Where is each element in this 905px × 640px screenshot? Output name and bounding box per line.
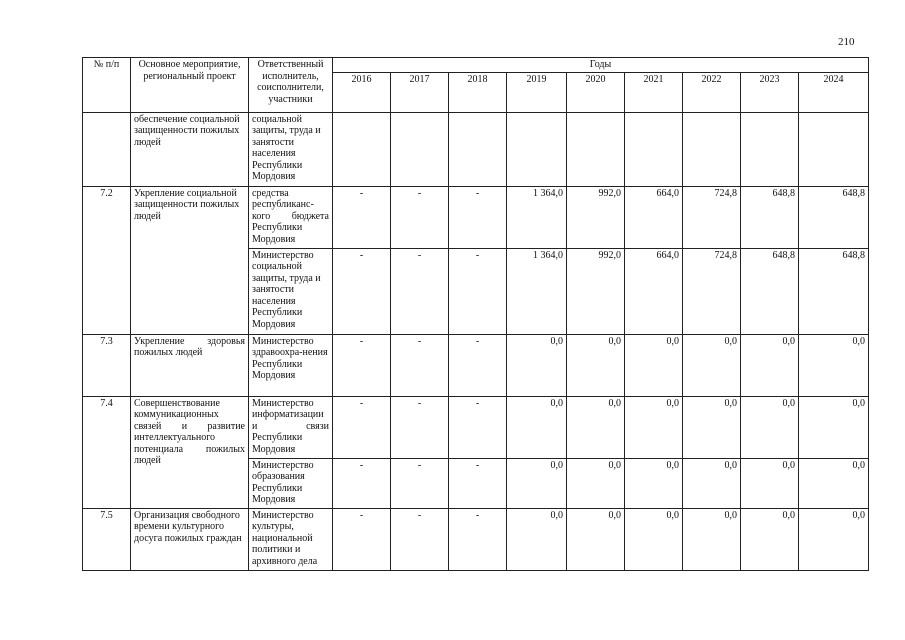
value-cell: - bbox=[449, 248, 507, 334]
value-cell: 992,0 bbox=[567, 186, 625, 248]
table-row bbox=[83, 186, 869, 248]
value-cell: 0,0 bbox=[683, 396, 741, 458]
value-cell: 0,0 bbox=[507, 508, 567, 570]
value-cell: 0,0 bbox=[507, 396, 567, 458]
row-activity: Совершенствование коммуникационных связей и развитие интеллектуального потенциала пожилых людей bbox=[131, 396, 249, 508]
value-cell: 992,0 bbox=[567, 248, 625, 334]
header-years-label: Годы bbox=[333, 58, 869, 73]
value-cell: 0,0 bbox=[683, 458, 741, 508]
value-cell bbox=[567, 112, 625, 186]
value-cell: 0,0 bbox=[507, 334, 567, 396]
value-cell: 0,0 bbox=[567, 334, 625, 396]
value-cell: - bbox=[333, 248, 391, 334]
value-cell: 0,0 bbox=[567, 396, 625, 458]
value-cell: - bbox=[391, 334, 449, 396]
year-cell: 2022 bbox=[683, 72, 741, 112]
value-cell: 0,0 bbox=[741, 508, 799, 570]
value-cell: 0,0 bbox=[625, 458, 683, 508]
value-cell: 648,8 bbox=[799, 186, 869, 248]
value-cell: 1 364,0 bbox=[507, 186, 567, 248]
value-cell bbox=[683, 112, 741, 186]
value-cell: - bbox=[391, 396, 449, 458]
value-cell: 0,0 bbox=[567, 508, 625, 570]
value-cell: - bbox=[449, 334, 507, 396]
row-num: 7.2 bbox=[83, 186, 131, 334]
row-executor: средства республиканс-кого бюджета Республики Мордовия bbox=[249, 186, 333, 248]
table-row bbox=[83, 396, 869, 458]
row-activity: Укрепление здоровья пожилых людей bbox=[131, 334, 249, 396]
value-cell: - bbox=[391, 458, 449, 508]
value-cell: 0,0 bbox=[799, 396, 869, 458]
table-row bbox=[83, 112, 869, 186]
value-cell: - bbox=[333, 458, 391, 508]
value-cell: 0,0 bbox=[799, 334, 869, 396]
table-row bbox=[83, 508, 869, 570]
row-executor: Министерство здравоохра-нения Республики Мордовия bbox=[249, 334, 333, 396]
header-activity: Основное мероприятие, региональный проект bbox=[131, 58, 249, 113]
value-cell bbox=[333, 112, 391, 186]
value-cell: 0,0 bbox=[741, 396, 799, 458]
row-num bbox=[83, 112, 131, 186]
value-cell: - bbox=[449, 508, 507, 570]
value-cell: 664,0 bbox=[625, 186, 683, 248]
program-table bbox=[82, 57, 869, 571]
value-cell: 0,0 bbox=[625, 334, 683, 396]
value-cell: 0,0 bbox=[567, 458, 625, 508]
value-cell: 648,8 bbox=[799, 248, 869, 334]
row-num: 7.3 bbox=[83, 334, 131, 396]
value-cell: - bbox=[449, 186, 507, 248]
value-cell: 0,0 bbox=[625, 396, 683, 458]
value-cell bbox=[507, 112, 567, 186]
row-executor: Министерство образования Республики Мордовия bbox=[249, 458, 333, 508]
row-executor: Министерство информатизации и связи Республики Мордовия bbox=[249, 396, 333, 458]
year-cell: 2024 bbox=[799, 72, 869, 112]
value-cell: 0,0 bbox=[625, 508, 683, 570]
value-cell: - bbox=[333, 396, 391, 458]
row-num: 7.4 bbox=[83, 396, 131, 508]
value-cell: 0,0 bbox=[683, 334, 741, 396]
year-cell: 2019 bbox=[507, 72, 567, 112]
header-num: № п/п bbox=[83, 58, 131, 113]
year-cell: 2017 bbox=[391, 72, 449, 112]
value-cell: 664,0 bbox=[625, 248, 683, 334]
value-cell: - bbox=[391, 508, 449, 570]
value-cell: - bbox=[449, 458, 507, 508]
year-cell: 2021 bbox=[625, 72, 683, 112]
row-activity: обеспечение социальной защищенности пожилых людей bbox=[131, 112, 249, 186]
row-activity: Организация свободного времени культурного досуга пожилых граждан bbox=[131, 508, 249, 570]
value-cell: 0,0 bbox=[741, 334, 799, 396]
year-cell: 2020 bbox=[567, 72, 625, 112]
year-cell: 2023 bbox=[741, 72, 799, 112]
value-cell: 0,0 bbox=[799, 458, 869, 508]
value-cell: 724,8 bbox=[683, 248, 741, 334]
row-activity: Укрепление социальной защищенности пожилых людей bbox=[131, 186, 249, 334]
value-cell: 724,8 bbox=[683, 186, 741, 248]
page-number: 210 bbox=[838, 36, 855, 48]
value-cell bbox=[391, 112, 449, 186]
year-cell: 2018 bbox=[449, 72, 507, 112]
value-cell bbox=[449, 112, 507, 186]
header-row bbox=[83, 58, 869, 73]
value-cell bbox=[799, 112, 869, 186]
header-executor: Ответственный исполнитель, соисполнители, участники bbox=[249, 58, 333, 113]
value-cell: 648,8 bbox=[741, 248, 799, 334]
value-cell: 648,8 bbox=[741, 186, 799, 248]
value-cell: 0,0 bbox=[683, 508, 741, 570]
value-cell: 0,0 bbox=[799, 508, 869, 570]
value-cell: - bbox=[333, 186, 391, 248]
value-cell: 0,0 bbox=[741, 458, 799, 508]
table-row bbox=[83, 334, 869, 396]
value-cell: - bbox=[449, 396, 507, 458]
row-num: 7.5 bbox=[83, 508, 131, 570]
value-cell bbox=[741, 112, 799, 186]
value-cell: 0,0 bbox=[507, 458, 567, 508]
value-cell: 1 364,0 bbox=[507, 248, 567, 334]
row-executor: социальной защиты, труда и занятости населения Республики Мордовия bbox=[249, 112, 333, 186]
value-cell: - bbox=[333, 508, 391, 570]
value-cell: - bbox=[391, 248, 449, 334]
year-cell: 2016 bbox=[333, 72, 391, 112]
row-executor: Министерство социальной защиты, труда и занятости населения Республики Мордовия bbox=[249, 248, 333, 334]
value-cell: - bbox=[333, 334, 391, 396]
row-executor: Министерство культуры, национальной политики и архивного дела bbox=[249, 508, 333, 570]
value-cell bbox=[625, 112, 683, 186]
value-cell: - bbox=[391, 186, 449, 248]
